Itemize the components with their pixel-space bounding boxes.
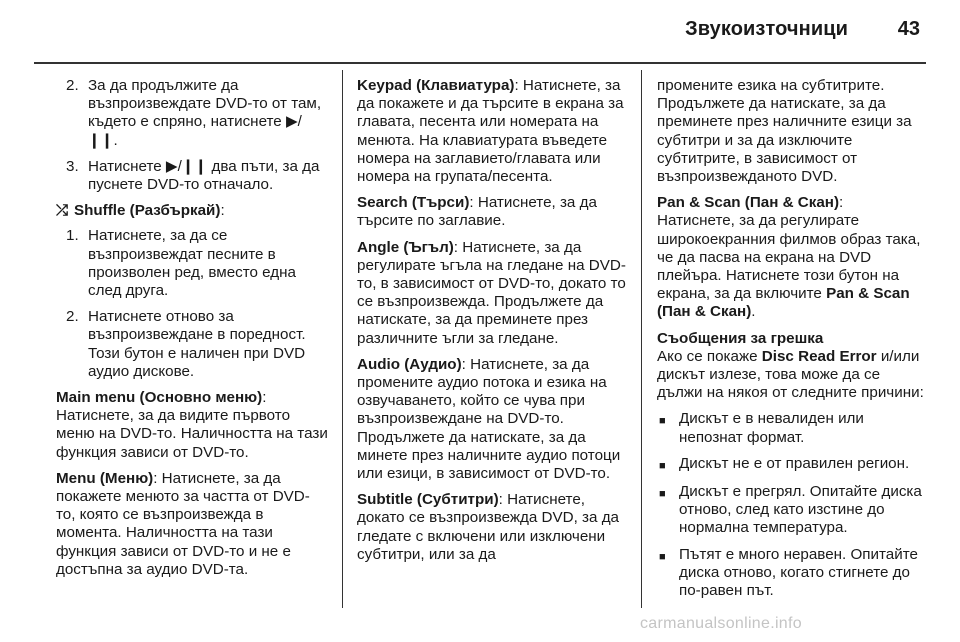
list-number: 1.	[66, 227, 79, 245]
subtitle-text: : Натиснете, докато се възпроизвежда DVD, за да гледате с включени или изключени субтитри, или за да	[357, 491, 619, 563]
menu-paragraph	[56, 470, 328, 579]
pan-scan-end: .	[751, 303, 756, 321]
bullet-square-icon: ■	[659, 550, 666, 563]
bullet-text: Пътят е много неравен. Опитайте диска отново, когато стигнете до по-равен път.	[679, 545, 918, 600]
disc-read-error-label: Disc Read Error	[761, 347, 877, 365]
errors-intro-a: Ако се покаже	[657, 347, 762, 365]
keypad-paragraph	[357, 77, 629, 186]
keypad-label: Keypad (Клавиатура)	[357, 77, 515, 94]
main-menu-paragraph	[56, 389, 328, 462]
bullet-text: Дискът е в невалиден или непознат формат.	[679, 410, 864, 446]
shuffle-label: Shuffle (Разбъркай)	[74, 202, 221, 220]
watermark: carmanualsonline.info	[640, 615, 802, 632]
subtitle-label: Subtitle (Субтитри)	[357, 491, 499, 509]
audio-label: Audio (Аудио)	[357, 355, 462, 373]
pan-scan-label-inline: Pan & Scan (Пан & Скан)	[657, 285, 910, 321]
shuffle-colon: :	[220, 202, 225, 220]
shuffle-heading	[56, 202, 328, 220]
bullet-square-icon: ■	[659, 415, 666, 428]
list-item	[657, 410, 929, 446]
page-title: Звукоизточници	[685, 18, 848, 40]
list-text: Натиснете отново за възпроизвеждане в поредност. Този бутон е наличен при DVD аудио дискове.	[88, 308, 306, 380]
pan-scan-colon: :	[839, 194, 844, 212]
list-text: Натиснете, за да се възпроизвеждат песните в произволен ред, вместо една след друга.	[88, 227, 296, 300]
list-item	[56, 308, 328, 381]
list-item	[56, 227, 328, 300]
errors-heading: Съобщения за грешка	[657, 329, 824, 347]
bullet-square-icon: ■	[659, 459, 666, 472]
column-1	[56, 77, 328, 587]
list-number: 3.	[66, 157, 79, 175]
pan-scan-label: Pan & Scan (Пан & Скан)	[657, 194, 840, 212]
list-item	[56, 77, 328, 150]
subtitle-paragraph	[357, 491, 629, 564]
list-item	[657, 455, 929, 475]
menu-label: Menu (Меню)	[56, 469, 154, 487]
pan-scan-paragraph	[657, 194, 929, 321]
list-item	[657, 483, 929, 538]
bullet-text: Дискът не е от правилен регион.	[679, 454, 910, 472]
bullet-square-icon: ■	[659, 488, 666, 501]
angle-text: : Натиснете, за да регулирате ъгъла на гледане на DVD-то, в зависимост от DVD-то, докато то се възпроизвежда. Продължете да натискате, за да преминете през различните ъгли за гледане.	[357, 238, 626, 347]
subtitle-continuation: промените езика на субтитрите. Продължете да натискате, за да преминете през наличните езици за субтитри и за да изключите субтитрите, в зависимост от възпроизвежданото DVD.	[657, 77, 912, 186]
main-menu-label: Main menu (Основно меню)	[56, 389, 263, 407]
shuffle-icon: ⤮	[56, 202, 69, 220]
search-paragraph	[357, 194, 629, 230]
search-text: : Натиснете, за да търсите по заглавие.	[357, 194, 597, 230]
list-text: Натиснете ▶/❙❙ два пъти, за да пуснете DVD-то отначало.	[88, 157, 320, 194]
angle-label: Angle (Ъгъл)	[357, 238, 454, 256]
audio-paragraph	[357, 356, 629, 483]
angle-paragraph	[357, 239, 629, 348]
page-number: 43	[897, 18, 920, 40]
menu-text: : Натиснете, за да покажете менюто за частта от DVD-то, която се възпроизвежда в момента. Наличността на тази функция зависи от DVD-то и не е достъпна за аудио DVD-та.	[56, 469, 310, 578]
list-number: 2.	[66, 308, 79, 326]
pan-scan-text: Натиснете, за да регулирате широкоекранния филмов образ така, че да пасва на екрана на DVD плейъра. Натиснете този бутон на екрана, за да включите	[657, 212, 921, 303]
list-item	[657, 546, 929, 601]
column-3	[657, 77, 929, 608]
list-number: 2.	[66, 77, 79, 94]
header-divider	[34, 62, 926, 64]
search-label: Search (Търси)	[357, 194, 470, 212]
list-text: За да продължите да възпроизвеждате DVD-то от там, където е спряно, натиснете ▶/❙❙.	[88, 77, 322, 149]
errors-section	[657, 330, 929, 403]
audio-text: : Натиснете, за да промените аудио потока и езика на озвучаването, който се чува при възпроизвеждане на DVD-то. Продължете да натискате, за да минете през наличните аудио потоци или езици, в зависимост от DVD-то.	[357, 355, 621, 483]
bullet-text: Дискът е прегрял. Опитайте диска отново, след като изстине до нормална температура.	[679, 483, 922, 537]
page-header	[0, 14, 960, 54]
errors-intro-b: и/или дискът излезе, това може да се дължи на някоя от следните причини:	[657, 347, 924, 402]
column-divider-1	[342, 70, 343, 608]
main-menu-text: : Натиснете, за да видите първото меню на DVD-то. Наличността на тази функция зависи от DVD-то.	[56, 389, 328, 461]
column-divider-2	[641, 70, 642, 608]
list-item	[56, 158, 328, 194]
column-2	[357, 77, 629, 572]
keypad-text: : Натиснете, за да покажете и да търсите в екрана за главата, песента или номерата на менюта. На клавиатурата въведете номера на заглавието/главата или номера на групата/песента.	[357, 77, 624, 186]
